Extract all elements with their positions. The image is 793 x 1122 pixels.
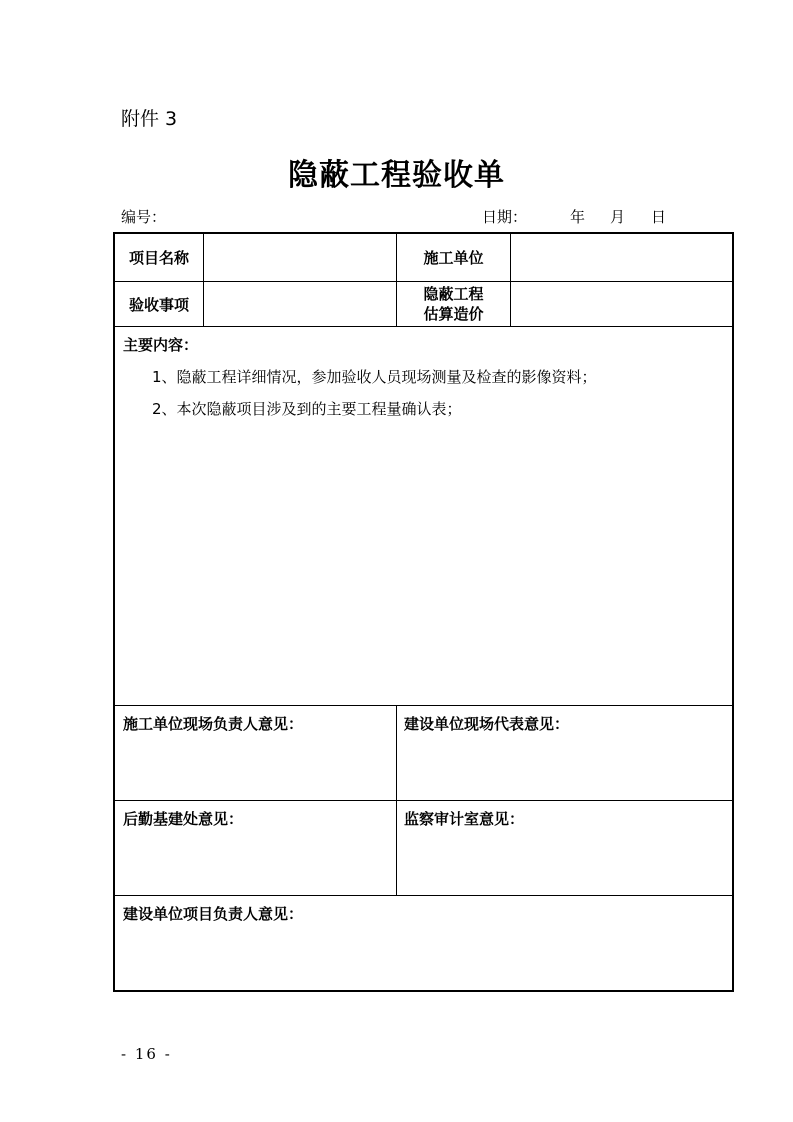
- page-title: 隐蔽工程验收单: [288, 158, 505, 193]
- construction-site-lead-opinion-label: 施工单位现场负责人意见：: [123, 715, 304, 733]
- estimate-label-line2: 估算造价: [423, 305, 484, 323]
- row-divider: [115, 800, 734, 801]
- estimate-field[interactable]: [511, 282, 734, 326]
- project-name-label: 项目名称: [128, 249, 189, 267]
- project-name-field[interactable]: [204, 234, 396, 281]
- audit-office-opinion-label: 监察审计室意见：: [404, 810, 525, 828]
- day-label: 日: [651, 208, 667, 226]
- estimate-label: [397, 282, 510, 326]
- attachment-label: 附件 3: [121, 108, 178, 130]
- number-label: 编号：: [121, 208, 167, 226]
- acceptance-item-field[interactable]: [204, 282, 396, 326]
- row-divider: [115, 705, 734, 706]
- construction-unit-label: 施工单位: [423, 249, 484, 267]
- estimate-label-line1: 隐蔽工程: [423, 285, 484, 303]
- row-divider: [115, 895, 734, 896]
- main-content-item: 2、本次隐蔽项目涉及到的主要工程量确认表；: [152, 400, 462, 418]
- acceptance-form-table: [113, 232, 734, 992]
- row-divider: [115, 326, 734, 327]
- month-label: 月: [610, 208, 626, 226]
- acceptance-item-label: 验收事项: [128, 295, 189, 314]
- column-divider: [396, 705, 397, 896]
- builder-site-rep-opinion-label: 建设单位现场代表意见：: [404, 715, 570, 733]
- construction-unit-field[interactable]: [511, 234, 734, 281]
- builder-project-lead-opinion-label: 建设单位项目负责人意见：: [123, 905, 304, 923]
- page-number: - 16 -: [121, 1045, 172, 1063]
- logistics-office-opinion-label: 后勤基建处意见：: [123, 810, 244, 828]
- main-content-item: 1、隐蔽工程详细情况，参加验收人员现场测量及检查的影像资料；: [152, 368, 597, 386]
- year-label: 年: [570, 208, 586, 226]
- date-label: 日期：: [482, 208, 528, 226]
- main-content-label: 主要内容：: [123, 336, 199, 354]
